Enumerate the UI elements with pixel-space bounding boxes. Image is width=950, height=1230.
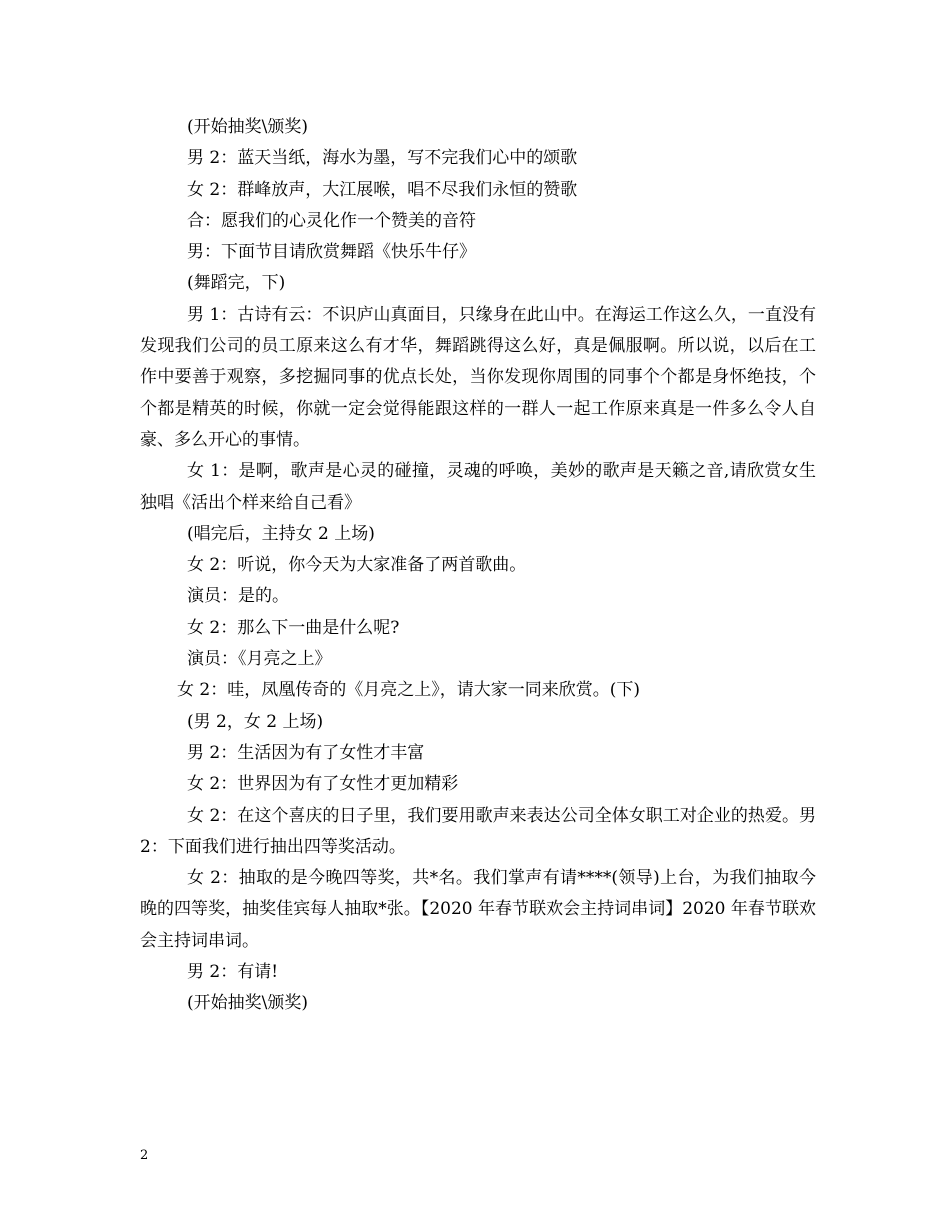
paragraph: 女 2：群峰放声，大江展喉，唱不尽我们永恒的赞歌 xyxy=(187,179,578,200)
paragraph: 男 2：生活因为有了女性才丰富 xyxy=(187,742,425,763)
paragraph: 演员：是的。 xyxy=(187,586,289,607)
paragraph: (男 2，女 2 上场) xyxy=(187,711,324,732)
paragraph: 女 2：那么下一曲是什么呢? xyxy=(187,617,400,638)
paragraph: 男 2：有请! xyxy=(187,962,279,983)
paragraph: 女 2：哇，凤凰传奇的《月亮之上》，请大家一同来欣赏。(下) xyxy=(177,680,640,701)
paragraph: (开始抽奖\颁奖) xyxy=(187,993,308,1014)
paragraph: 女 2：抽取的是今晚四等奖，共*名。我们掌声有请****(领导)上台，为我们抽取今晚的四等奖，抽奖佳宾每人抽取*张。【2020 年春节联欢会主持词串词】2020 年春节联欢会主持词串词。 xyxy=(140,868,816,951)
paragraph: 合：愿我们的心灵化作一个赞美的音符 xyxy=(187,210,476,231)
page-number: 2 xyxy=(140,1148,149,1163)
paragraph: 女 2：听说，你今天为大家准备了两首歌曲。 xyxy=(187,555,527,576)
paragraph: 演员：《月亮之上》 xyxy=(187,649,332,670)
paragraph: 男 2：蓝天当纸，海水为墨，写不完我们心中的颂歌 xyxy=(187,148,578,169)
document-body xyxy=(140,112,816,1020)
paragraph: 男 1：古诗有云：不识庐山真面目，只缘身在此山中。在海运工作这么久，一直没有发现我们公司的员工原来这么有才华，舞蹈跳得这么好，真是佩服啊。所以说，以后在工作中要善于观察，多挖掘同事的优点长处，当你发现你周围的同事个个都是身怀绝技，个个都是精英的时候，你就一定会觉得能跟这样的一群人一起工作原来真是一件多么令人自豪、多么开心的事情。 xyxy=(140,304,816,450)
paragraph: (开始抽奖\颁奖) xyxy=(187,117,308,137)
paragraph: (唱完后，主持女 2 上场) xyxy=(187,523,375,544)
paragraph: (舞蹈完，下) xyxy=(187,273,286,294)
paragraph: 男：下面节目请欣赏舞蹈《快乐牛仔》 xyxy=(187,242,476,263)
paragraph: 女 2：在这个喜庆的日子里，我们要用歌声来表达公司全体女职工对企业的热爱。男 2：下面我们进行抽出四等奖活动。 xyxy=(140,805,816,857)
paragraph: 女 2：世界因为有了女性才更加精彩 xyxy=(187,774,459,795)
paragraph: 女 1：是啊，歌声是心灵的碰撞，灵魂的呼唤，美妙的歌声是天籁之音,请欣赏女生独唱《活出个样来给自己看》 xyxy=(140,461,816,513)
